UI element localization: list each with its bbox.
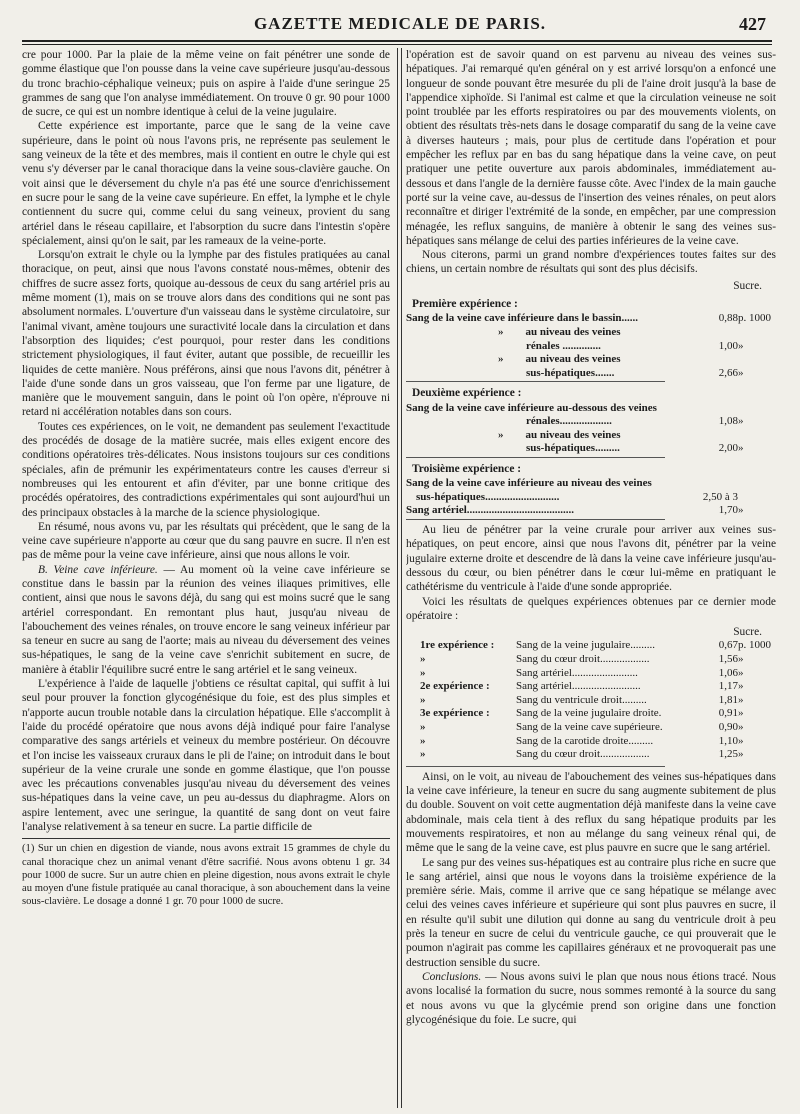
table-row — [406, 707, 776, 721]
row-value: 1,10 — [718, 734, 738, 747]
exp2-table — [406, 402, 776, 456]
section-b-label: B. Veine cave inférieure. — [38, 563, 158, 576]
row-value — [694, 353, 738, 367]
table-row — [406, 415, 776, 429]
row-unit — [738, 491, 776, 505]
conclusions-label: Conclusions. — [422, 970, 482, 983]
row-value: 0,88 — [718, 312, 738, 325]
row-experience: » — [420, 693, 426, 706]
row-label: Sang de la carotide droite......... — [516, 734, 654, 747]
paragraph: Le sang pur des veines sus-hépatiques est au contraire plus riche en sucre que le sang artériel, ainsi que nous le voyons dans la troisième expérience de la première série. Mais, comme il arrive que ce sang hépatique se mélange avec celui des veines caves inférieure et supérieure qui sont plus pauvres en sucre, il en résulte qu'il subit une dilution qui donne au sang du ventricule droit à peu près la teneur en sucre de celui du ventricule gauche, ce qui prouverait que le poumon n'agirait pas comme les capillaires généraux et ne provoquerait pas une destruction sensible du sucre. — [406, 856, 776, 969]
row-label: rénales................... — [526, 415, 612, 428]
row-label: Sang du ventricule droit......... — [516, 693, 647, 706]
table-row — [406, 639, 776, 653]
row-unit: » — [738, 748, 744, 761]
table2-col-header: Sucre. — [733, 626, 762, 639]
row-unit: » — [738, 734, 744, 747]
table-row — [406, 340, 776, 354]
row-value: 1,56 — [718, 653, 738, 666]
row-value: 1,81 — [718, 693, 738, 706]
row-experience: 1re expérience : — [420, 639, 495, 652]
right-column — [406, 48, 776, 1108]
table-row — [406, 477, 776, 491]
row-unit: » — [738, 666, 744, 679]
section-b-text: — Au moment où la veine cave inférieure se constitue dans le bassin par la réunion des veines iliaques primitives, elle contient, ainsi que nous le savons déjà, du sang qui est moins sucré que le sang artériel correspondant. En remontant plus haut, jusqu'au niveau de l'abouchement des veines rénales, on trouve encore le sang veineux inférieur par sa teneur en sucre au sang de l'aorte; mais au niveau du déversement des veines sus-hépatiques, le sang de la veine cave s'enrichit subitement en sucre, de manière à établir l'équilibre sucré entre le sang artériel et le sang veineux. — [22, 563, 390, 676]
row-label: Sang artériel........................ — [516, 666, 638, 679]
table-row — [406, 694, 776, 708]
row-text: au niveau des veines — [525, 428, 621, 441]
row-label: Sang de la veine cave inférieure au niveau des veines — [406, 477, 652, 490]
row-value: 0,91 — [718, 707, 738, 720]
table-row — [406, 721, 776, 735]
row-experience: 3e expérience : — [420, 707, 490, 720]
row-text: au niveau des veines — [525, 325, 621, 338]
row-experience: » — [420, 748, 426, 761]
page-header — [0, 14, 800, 36]
row-value: 0,67 — [718, 639, 738, 652]
footnote-rule — [22, 838, 390, 839]
conclusions-paragraph — [406, 970, 776, 1027]
exp3-title: Troisième expérience : — [412, 462, 522, 475]
table1-col-header: Sucre. — [733, 279, 762, 292]
row-experience: » — [420, 734, 426, 747]
row-value: 2,00 — [718, 442, 738, 455]
row-experience: » — [420, 666, 426, 679]
paragraph: Nous citerons, parmi un grand nombre d'expériences toutes faites sur des chiens, un certain nombre de résultats qui sont des plus décisifs. — [406, 249, 776, 276]
table-row — [406, 504, 776, 518]
row-label: sus-hépatiques......... — [526, 442, 620, 455]
row-label: sus-hépatiques........................... — [416, 490, 560, 503]
row-value — [694, 326, 738, 340]
row-value: 1,00 — [718, 339, 738, 352]
ditto-mark: » — [498, 428, 504, 441]
row-label: Sang de la veine jugulaire......... — [516, 639, 655, 652]
row-label: sus-hépatiques....... — [526, 366, 615, 379]
column-divider — [397, 48, 402, 1108]
paragraph: Ainsi, on le voit, au niveau de l'abouchement des veines sus-hépatiques dans la veine cave inférieure, la teneur en sucre du sang augmente subitement de plus du double. Souvent on voit cette augmentation déjà manifeste dans la veine cave abdominale, mais cela tient à des reflux du sang hépatique produits par les mouvements respiratoires, et non au mélange du sang veineux rénal qui, de même que le sang de la veine cave, est plus pauvre en sucre que le sang artériel. — [406, 770, 776, 855]
row-unit: » — [738, 504, 744, 517]
exp1-title: Première expérience : — [412, 298, 518, 311]
row-label — [406, 326, 694, 340]
row-value: 1,70 — [718, 504, 738, 517]
header-rule — [22, 40, 772, 45]
row-unit: » — [738, 366, 744, 379]
row-label: Sang de la veine cave supérieure. — [516, 721, 663, 733]
row-unit: » — [738, 680, 744, 693]
row-value — [694, 429, 738, 443]
ditto-mark: » — [498, 353, 504, 366]
paragraph: l'opération est de savoir quand on est parvenu au niveau des veines sus-hépatiques. J'ai remarqué qu'en général on y est arrivé lorsqu'on a enfoncé une longueur de sonde pouvant être mesurée du pli de l'aine droit jusqu'à la base de l'appendice xiphoïde. Si l'animal est calme et que la circulation veineuse ne soit point troublée par les efforts respiratoires ou par des mouvements violents, on obtient des résultats très-nets dans le dosage comparatif du sang de la veine cave à diverses hauteurs ; mais, pour plus de certitude dans l'opération et pour empêcher les reflux par en bas du sang hépatique dans la veine cave, on peut pratiquer une petite ouverture aux parois abdominales, immédiatement au-dessous et dans l'angle de la dernière fausse côte. Avec l'index de la main gauche porté sur la veine cave, au-dessus de l'insertion des veines rénales, on peut alors reconnaître et diriger l'extrémité de la sonde, en empêcher, par une compression ménagée, les reflux sanguins, de manière à obtenir le sang des veines sus-hépatiques sans mélange de celui des parties inférieures de la veine cave. — [406, 49, 776, 247]
paragraph: Voici les résultats de quelques expériences obtenues par ce dernier mode opératoire : — [406, 595, 776, 622]
paragraph: Au lieu de pénétrer par la veine crurale pour arriver aux veines sus-hépatiques, on peut encore, ainsi que nous l'avons dit, pénétrer par la veine jugulaire externe droite et descendre de là dans la veine cave inférieure jusqu'au-dessous du cœur, ou bien pénétrer dans le cœur lui-même en pratiquant le cathétérisme du ventricule à l'aide d'une sonde appropriée. — [406, 524, 776, 594]
row-label: Sang artériel....................................... — [406, 504, 575, 517]
row-text: au niveau des veines — [525, 353, 621, 366]
table-row — [406, 680, 776, 694]
table-row — [406, 491, 776, 505]
table-row — [406, 312, 776, 326]
table-row — [406, 402, 776, 416]
footnote: (1) Sur un chien en digestion de viande, nous avons extrait 15 grammes de chyle du canal thoracique chez un animal venant d'être sacrifié. Nous avons obtenu 1 gr. 34 pour 1000 de sucre. Sur un autre chien en pleine digestion, nous avons extrait le chyle au moyen d'une fistule pratiquée au canal thoracique, à son abouchement dans la veine sous-clavière. Le dosage a donné 1 gr. 70 pour 1000 de sucre. — [22, 843, 390, 908]
table-divider — [406, 381, 665, 382]
row-experience: 2e expérience : — [420, 680, 490, 693]
conclusions-text: — Nous avons suivi le plan que nous nous étions tracé. Nous avons localisé la formation du sucre, nous sommes remonté à la source du sang et nous avons vu que la glycémie prend son origine dans une fonction glycogénésique du foie. Le sucre, qui — [406, 970, 776, 1026]
paragraph: Cette expérience est importante, parce que le sang de la veine cave supérieure, dans le point où nous l'avons pris, ne représente pas seulement le sang veineux de la tête et des membres, mais il contient en outre le chyle qui est venu s'y déverser par le canal thoracique dans la veine sous-clavière gauche. On voit ainsi que le déversement du chyle n'a pas été une source d'enrichissement en sucre pour le sang de la veine cave supérieure. En effet, la lymphe et le chyle contiennent du sucre qui, comme celui du sang veineux, provient du sang artériel dans le réseau capillaire, et l'absorption du sucre dans l'intestin s'opère spécialement, ainsi qu'on le sait, par les rameaux de la veine-porte. — [22, 120, 390, 247]
row-unit: » — [738, 653, 744, 666]
row-unit: p. 1000 — [738, 639, 771, 652]
paragraph: L'expérience à l'aide de laquelle j'obtiens ce résultat capital, qui suffit à lui seul pour prouver la fonction glycogénésique du foie, est des plus simples et n'apporte aucun trouble notable dans la circulation hépatique. Elle s'accomplit à l'aide du procédé opératoire que nous avons déjà indiqué pour faire l'analyse comparative des sangs artériels et veineux du membre postérieur. On découvre et l'on incise les vaisseaux cruraux dans le pli de l'aine; on introduit dans le bout supérieur de la veine crurale une sonde en gomme élastique, que l'on pousse avec les précautions convenables jusqu'au niveau du déversement des veines sus-hépatiques dans la veine cave, un peu au-dessus du diaphragme. Alors on aspire lentement, avec une seringue, la quantité de sang dont on veut faire l'analyse relativement à sa teneur en sucre. La partie difficile de — [22, 678, 390, 834]
paragraph: Lorsqu'on extrait le chyle ou la lymphe par des fistules pratiquées au canal thoracique, on peut, ainsi que nous l'avons constaté nous-mêmes, obtenir des chiffres de sucre assez forts, quoique au-dessous de ceux du sang artériel pris au même moment (1), mais on se trouve alors dans des conditions qui ne sont pas absolument normales. L'ouverture d'un vaisseau dans le système circulatoire, sur l'animal vivant, amène toujours une suractivité locale dans la circulation et dans l'absorption des liquides; c'est pourquoi, pour rester dans les conditions strictement physiologiques, il faut éviter, autant que possible, de recueillir les liquides de cette manière. Nous préférons, ainsi que nous l'avons dit, pénétrer à l'aide d'une sonde dans un gros vaisseau, que l'on ferme par une ligature, de manière que le mouvement sanguin, dans le point où l'on opère, n'éprouve ni retard ni accélération notables dans son cours. — [22, 249, 390, 419]
row-unit — [738, 326, 776, 340]
table-row — [406, 442, 776, 456]
table-row — [406, 748, 776, 762]
table-divider — [406, 457, 665, 458]
row-label: Sang de la veine cave inférieure au-dessous des veines — [406, 401, 657, 414]
table-divider — [406, 766, 665, 767]
row-label: Sang du cœur droit.................. — [516, 653, 650, 666]
table-row — [406, 429, 776, 443]
row-value: 0,90 — [718, 721, 738, 733]
exp1-table — [406, 312, 776, 380]
table-row — [406, 653, 776, 667]
row-label — [406, 353, 694, 367]
exp3-table — [406, 477, 776, 518]
row-unit: » — [738, 415, 744, 428]
row-unit: » — [738, 693, 744, 706]
row-label: Sang de la veine jugulaire droite. — [516, 707, 662, 720]
row-unit: » — [738, 442, 744, 455]
table-row — [406, 326, 776, 340]
row-unit: p. 1000 — [738, 312, 771, 325]
row-value: 1,06 — [718, 666, 738, 679]
row-experience: » — [420, 653, 426, 666]
section-b-paragraph — [22, 563, 390, 677]
exp2-title: Deuxième expérience : — [412, 387, 522, 400]
row-label: rénales .............. — [526, 339, 601, 352]
table-divider — [406, 519, 665, 520]
row-label — [406, 429, 694, 443]
table-row — [406, 367, 776, 381]
paragraph: cre pour 1000. Par la plaie de la même veine on fait pénétrer une sonde de gomme élastique que l'on pousse dans la veine cave supérieure jusqu'au-dessous du tronc brachio-céphalique veineux; puis on aspire à l'aide d'une seringue 25 grammes de sang que l'on analyse immédiatement. On trouve 0 gr. 90 pour 1000 de sucre, ce qui est un nombre identique à celui de la veine jugulaire. — [22, 49, 390, 119]
row-label: Sang du cœur droit.................. — [516, 748, 650, 761]
paragraph: En résumé, nous avons vu, par les résultats qui précèdent, que le sang de la veine cave supérieure n'apporte au cœur que du sang pauvre en sucre. Il n'en est pas de même pour la veine cave inférieure, ainsi que nous allons le voir. — [22, 520, 390, 562]
row-unit: » — [738, 721, 744, 733]
row-unit — [738, 429, 776, 443]
table-row — [406, 735, 776, 749]
table-row — [406, 667, 776, 681]
table-row — [406, 353, 776, 367]
row-value: 2,50 à 3 — [702, 490, 738, 503]
left-column — [22, 48, 390, 1108]
row-value: 1,25 — [718, 748, 738, 761]
row-label: Sang de la veine cave inférieure dans le bassin...... — [406, 312, 639, 325]
row-experience: » — [420, 721, 426, 733]
row-value: 2,66 — [718, 366, 738, 379]
row-unit: » — [738, 339, 744, 352]
row-value: 1,17 — [718, 680, 738, 693]
journal-title: GAZETTE MEDICALE DE PARIS. — [253, 14, 547, 33]
row-value: 1,08 — [718, 415, 738, 428]
ditto-mark: » — [498, 325, 504, 338]
row-unit — [738, 353, 776, 367]
page-number: 427 — [739, 14, 766, 34]
paragraph: Toutes ces expériences, on le voit, ne demandent pas seulement l'exactitude des procédés de dosage de la matière sucrée, mais elles exigent encore des conditions opératoires très-délicates. Nous insistons toujours sur ces conditions spéciales, afin de prémunir les expérimentateurs contre les causes d'erreur si nombreuses qui les entourent et afin d'éviter, par une bonne critique des procédés opératoires, des contradictions expérimentales qui sont aujourd'hui un des principaux obstacles à la marche de la science physiologique. — [22, 420, 390, 519]
exp-table-2 — [406, 639, 776, 761]
row-label: Sang artériel......................... — [516, 680, 641, 693]
row-unit: » — [738, 707, 744, 720]
